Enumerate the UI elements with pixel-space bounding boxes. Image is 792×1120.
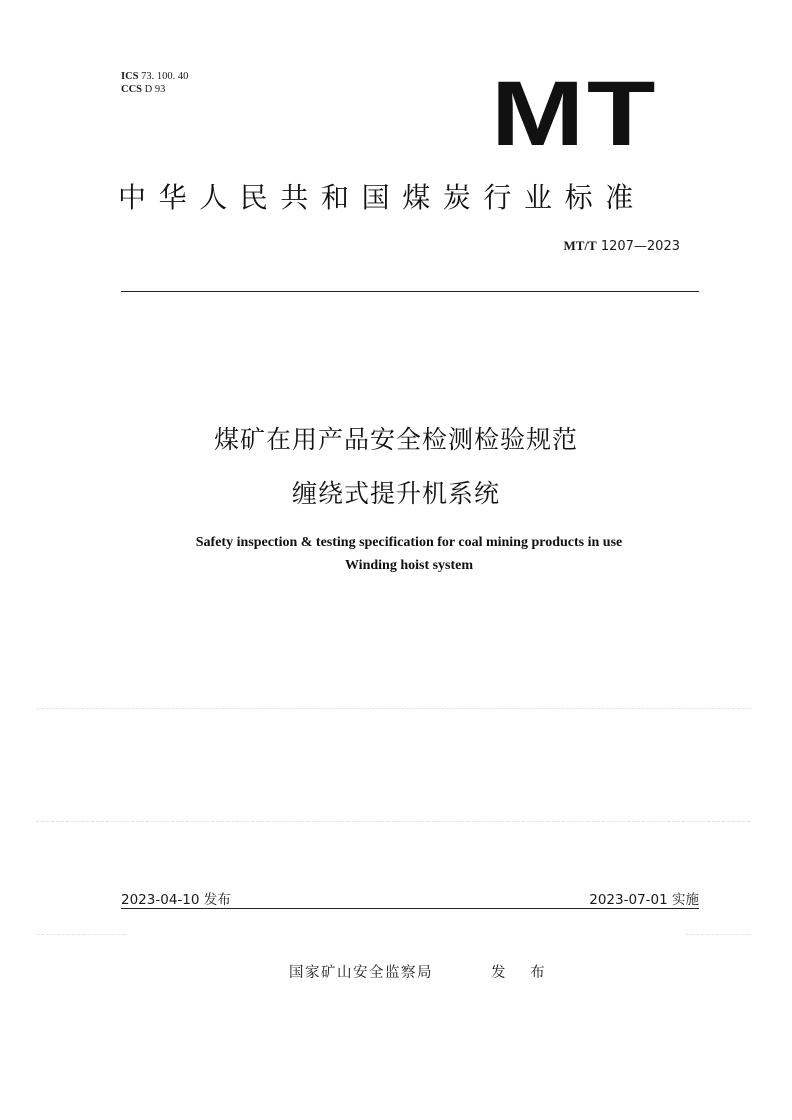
title-en-line1: Safety inspection & testing specification for coal mining products in use bbox=[195, 535, 623, 550]
standard-number-prefix: MT/T bbox=[563, 238, 597, 253]
ics-label: ICS bbox=[121, 71, 139, 82]
ics-code: 73. 100. 40 bbox=[141, 71, 189, 82]
ccs-code: D 93 bbox=[144, 84, 166, 95]
standard-number bbox=[563, 238, 680, 254]
standard-number-value: 1207—2023 bbox=[600, 239, 680, 254]
top-divider bbox=[121, 291, 699, 292]
dashed-guide-1 bbox=[36, 708, 750, 709]
dashed-guide-3-left bbox=[36, 934, 126, 935]
issue-word: 发 布 bbox=[491, 965, 555, 981]
mt-logo: MT bbox=[491, 63, 658, 165]
ccs-line bbox=[121, 83, 188, 96]
ccs-label: CCS bbox=[121, 84, 143, 95]
title-zh-line1: 煤矿在用产品安全检测检验规范 bbox=[213, 425, 578, 454]
dashed-guide-2 bbox=[36, 821, 750, 822]
issuing-authority: 国家矿山安全监察局 bbox=[289, 965, 433, 981]
dashed-guide-3-right bbox=[686, 934, 750, 935]
classification-codes bbox=[121, 70, 188, 96]
effective-date: 2023-07-01 实施 bbox=[589, 892, 699, 908]
ics-line bbox=[121, 70, 188, 83]
title-en-line2: Winding hoist system bbox=[344, 558, 474, 573]
bottom-divider bbox=[121, 908, 699, 909]
title-zh-line2: 缠绕式提升机系统 bbox=[291, 479, 500, 508]
standard-category: 中华人民共和国煤炭行业标准 bbox=[118, 181, 646, 214]
issue-date: 2023-04-10 发布 bbox=[121, 892, 231, 908]
